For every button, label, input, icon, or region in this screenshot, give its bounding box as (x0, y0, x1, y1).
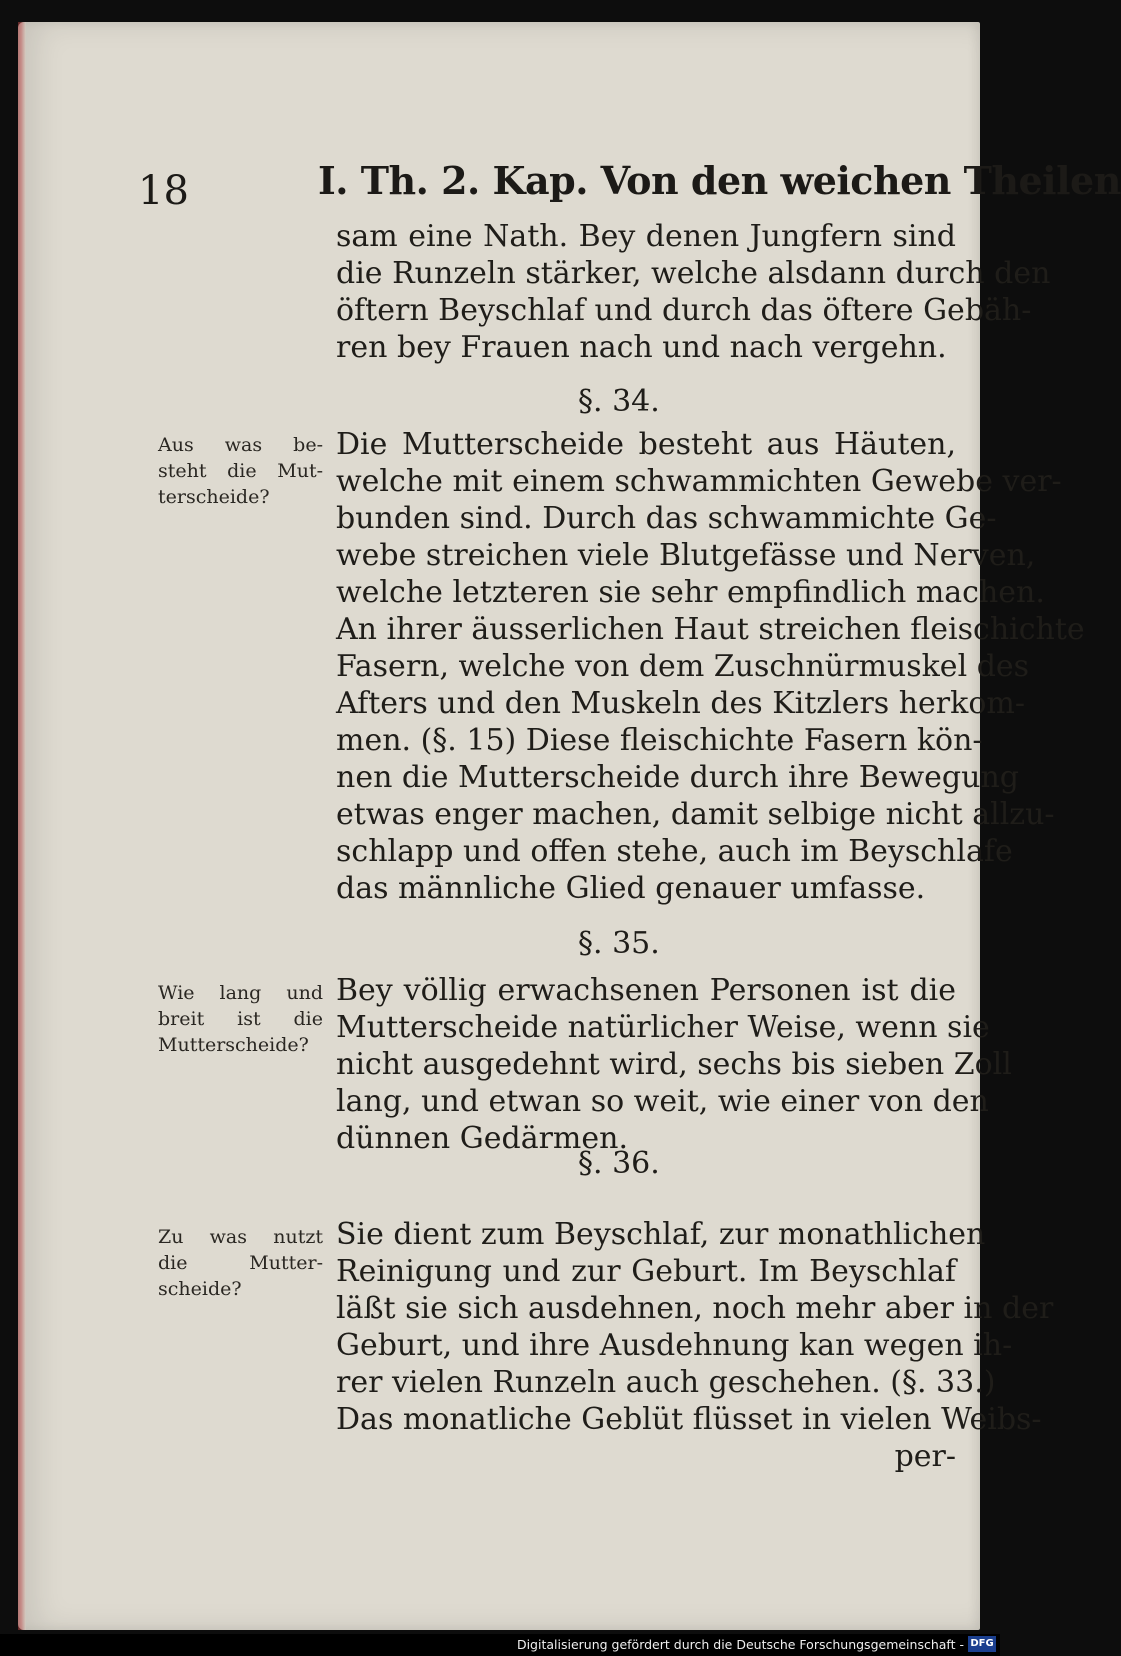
text-line: Das monatliche Geblüt flüsset in vielen Weibs- (336, 1402, 1042, 1437)
text-line: men. (§. 15) Diese fleischichte Fasern kön- (336, 723, 983, 758)
text-line: welche mit einem schwammichten Gewebe ver- (336, 464, 1062, 499)
marginal-line: Mutterscheide? (158, 1034, 309, 1056)
text-line: Afters und den Muskeln des Kitzlers herkom- (336, 686, 1025, 721)
text-line: bunden sind. Durch das schwammichte Ge- (336, 501, 997, 536)
footer-bar (0, 1634, 1000, 1656)
marginal-line: terscheide? (158, 486, 270, 508)
catchword: per- (894, 1439, 956, 1474)
page-number: 18 (138, 168, 189, 214)
text-line: An ihrer äusserlichen Haut streichen fleischichte (336, 612, 1085, 647)
book-page (18, 22, 1121, 1630)
text-line: die Runzeln stärker, welche alsdann durch den (336, 256, 1051, 291)
marginal-line: Zu was nutzt (158, 1226, 323, 1248)
text-line: schlapp und offen stehe, auch im Beyschlafe (336, 834, 1013, 869)
marginal-line: die Mutter- (158, 1252, 323, 1274)
running-head: I. Th. 2. Kap. Von den weichen Theilen (318, 158, 1121, 203)
text-line: Geburt, und ihre Ausdehnung kan wegen ih- (336, 1328, 1013, 1363)
text-line: Reinigung und zur Geburt. Im Beyschlaf (336, 1254, 956, 1289)
marginal-line: breit ist die (158, 1008, 323, 1030)
text-line: etwas enger machen, damit selbige nicht allzu- (336, 797, 1055, 832)
text-line: ren bey Frauen nach und nach vergehn. (336, 330, 947, 365)
text-line: welche letzteren sie sehr empfindlich machen. (336, 575, 1045, 610)
text-line: Fasern, welche von dem Zuschnürmuskel des (336, 649, 1030, 684)
marginal-note (158, 1224, 323, 1302)
text-line: öftern Beyschlaf und durch das öftere Gebäh- (336, 293, 1032, 328)
section-paragraph (336, 426, 1085, 907)
section-heading: §. 36. (578, 1146, 660, 1181)
section-heading: §. 35. (578, 926, 660, 961)
text-line: Mutterscheide natürlicher Weise, wenn sie (336, 1010, 990, 1045)
funding-credit: Digitalisierung gefördert durch die Deutsche Forschungsgemeinschaft - (516, 1637, 964, 1652)
text-line: sam eine Nath. Bey denen Jungfern sind (336, 219, 956, 254)
section-paragraph (336, 972, 1012, 1157)
text-line: läßt sie sich ausdehnen, noch mehr aber in der (336, 1291, 1054, 1326)
marginal-note (158, 980, 323, 1058)
section-heading: §. 34. (578, 384, 660, 419)
dfg-logo-icon: DFG (968, 1636, 996, 1652)
text-line: webe streichen viele Blutgefässe und Nerven, (336, 538, 1036, 573)
text-line: Bey völlig erwachsenen Personen ist die (336, 973, 956, 1008)
marginal-line: scheide? (158, 1278, 242, 1300)
text-line: lang, und etwan so weit, wie einer von den (336, 1084, 989, 1119)
intro-paragraph (336, 218, 1051, 366)
text-line: dünnen Gedärmen. (336, 1121, 628, 1156)
marginal-note (158, 432, 323, 510)
marginal-line: Aus was be- (158, 434, 323, 456)
text-line: Sie dient zum Beyschlaf, zur monathlichen (336, 1217, 986, 1252)
text-line: nicht ausgedehnt wird, sechs bis sieben Zoll (336, 1047, 1012, 1082)
marginal-line: Wie lang und (158, 982, 323, 1004)
text-line: rer vielen Runzeln auch geschehen. (§. 33.) (336, 1365, 996, 1400)
text-line: Die Mutterscheide besteht aus Häuten, (336, 427, 956, 462)
section-paragraph (336, 1216, 1054, 1475)
text-line: nen die Mutterscheide durch ihre Bewegung (336, 760, 1019, 795)
text-line: das männliche Glied genauer umfasse. (336, 871, 926, 906)
marginal-line: steht die Mut- (158, 460, 323, 482)
